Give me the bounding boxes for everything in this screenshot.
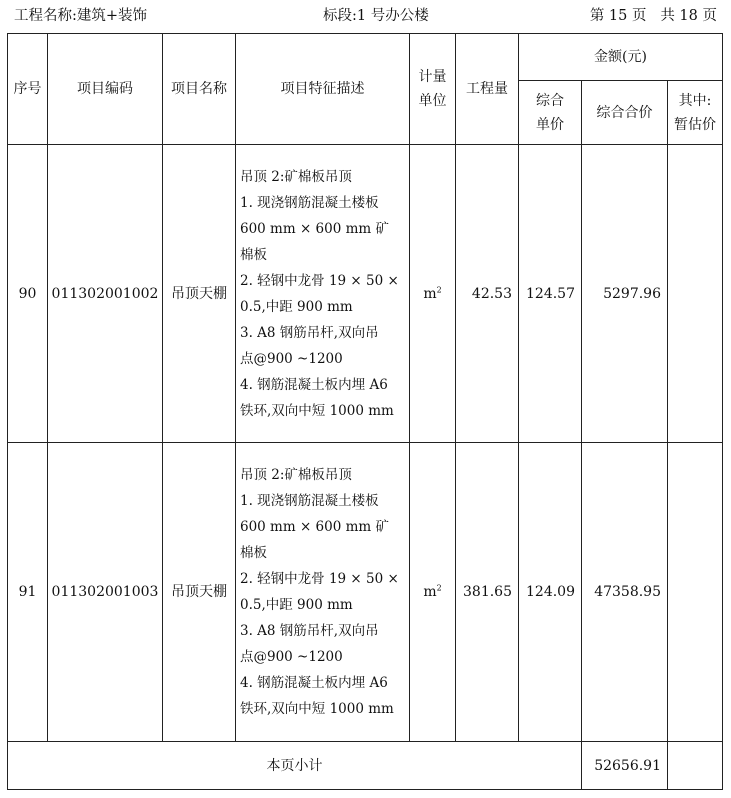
row-seq: 90 [8, 145, 48, 443]
col-header-unit-line2: 单位 [418, 93, 447, 109]
row-name: 吊顶天棚 [163, 145, 236, 443]
subtotal-total: 52656.91 [582, 742, 668, 790]
row-seq: 91 [8, 443, 48, 742]
row-estimate [668, 145, 723, 443]
desc-line: 3. A8 钢筋吊杆,双向吊 [240, 623, 379, 639]
col-header-unit-price-line1: 综合 [536, 92, 564, 109]
page-indicator: 第 15 页 共 18 页 [589, 8, 717, 24]
col-header-unit [410, 34, 456, 145]
desc-line: 2. 轻钢中龙骨 19 × 50 × [240, 272, 399, 289]
col-header-unit-price [519, 81, 582, 145]
row-unit-price: 124.09 [519, 443, 582, 742]
section-name: 标段:1 号办公楼 [323, 8, 429, 24]
desc-line: 0.5,中距 900 mm [240, 597, 353, 613]
row-code: 011302001003 [48, 443, 163, 742]
desc-line: 棉板 [240, 545, 267, 561]
row-unit [410, 443, 456, 742]
desc-line: 点@900 ~1200 [240, 350, 343, 367]
col-header-code: 项目编码 [48, 34, 163, 145]
table-row [8, 145, 723, 443]
col-header-seq: 序号 [8, 34, 48, 145]
unit-text: m [423, 584, 437, 600]
row-estimate [668, 443, 723, 742]
subtotal-label: 本页小计 [8, 742, 582, 790]
unit-text: m [423, 285, 437, 302]
row-total: 47358.95 [582, 443, 668, 742]
desc-line: 1. 现浇钢筋混凝土楼板 [240, 493, 379, 509]
desc-line: 点@900 ~1200 [240, 649, 343, 665]
unit-superscript: 2 [436, 284, 442, 294]
col-header-qty: 工程量 [456, 34, 519, 145]
unit-superscript: 2 [436, 583, 442, 593]
col-header-unit-price-line2: 单价 [536, 116, 564, 133]
desc-line: 4. 钢筋混凝土板内埋 A6 [240, 675, 388, 691]
table-row [8, 443, 723, 742]
row-unit-price: 124.57 [519, 145, 582, 443]
row-unit [410, 145, 456, 443]
desc-line: 吊顶 2:矿棉板吊顶 [240, 467, 352, 483]
row-description [236, 443, 410, 742]
col-header-amount: 金额(元) [519, 34, 723, 81]
subtotal-row [8, 742, 723, 790]
row-quantity: 381.65 [456, 443, 519, 742]
desc-line: 4. 钢筋混凝土板内埋 A6 [240, 376, 388, 393]
desc-line: 2. 轻钢中龙骨 19 × 50 × [240, 571, 399, 587]
col-header-estimate [668, 81, 723, 145]
desc-line: 吊顶 2:矿棉板吊顶 [240, 168, 352, 185]
desc-line: 1. 现浇钢筋混凝土楼板 [240, 194, 379, 211]
col-header-total: 综合合价 [582, 81, 668, 145]
desc-line: 600 mm × 600 mm 矿 [240, 519, 390, 535]
col-header-desc: 项目特征描述 [236, 34, 410, 145]
desc-line: 600 mm × 600 mm 矿 [240, 220, 390, 237]
row-total: 5297.96 [582, 145, 668, 443]
col-header-unit-line1: 计量 [418, 69, 447, 85]
col-header-estimate-line1: 其中: [678, 92, 712, 109]
desc-line: 0.5,中距 900 mm [240, 298, 353, 315]
col-header-estimate-line2: 暂估价 [674, 116, 716, 133]
desc-line: 铁环,双向中短 1000 mm [240, 402, 394, 419]
desc-line: 铁环,双向中短 1000 mm [240, 701, 394, 717]
col-header-name: 项目名称 [163, 34, 236, 145]
desc-line: 3. A8 钢筋吊杆,双向吊 [240, 324, 379, 341]
project-name: 工程名称:建筑+装饰 [14, 8, 148, 24]
bill-table [7, 33, 723, 790]
row-code: 011302001002 [48, 145, 163, 443]
desc-line: 棉板 [240, 246, 267, 263]
row-description [236, 145, 410, 443]
row-name: 吊顶天棚 [163, 443, 236, 742]
subtotal-estimate [668, 742, 723, 790]
row-quantity: 42.53 [456, 145, 519, 443]
